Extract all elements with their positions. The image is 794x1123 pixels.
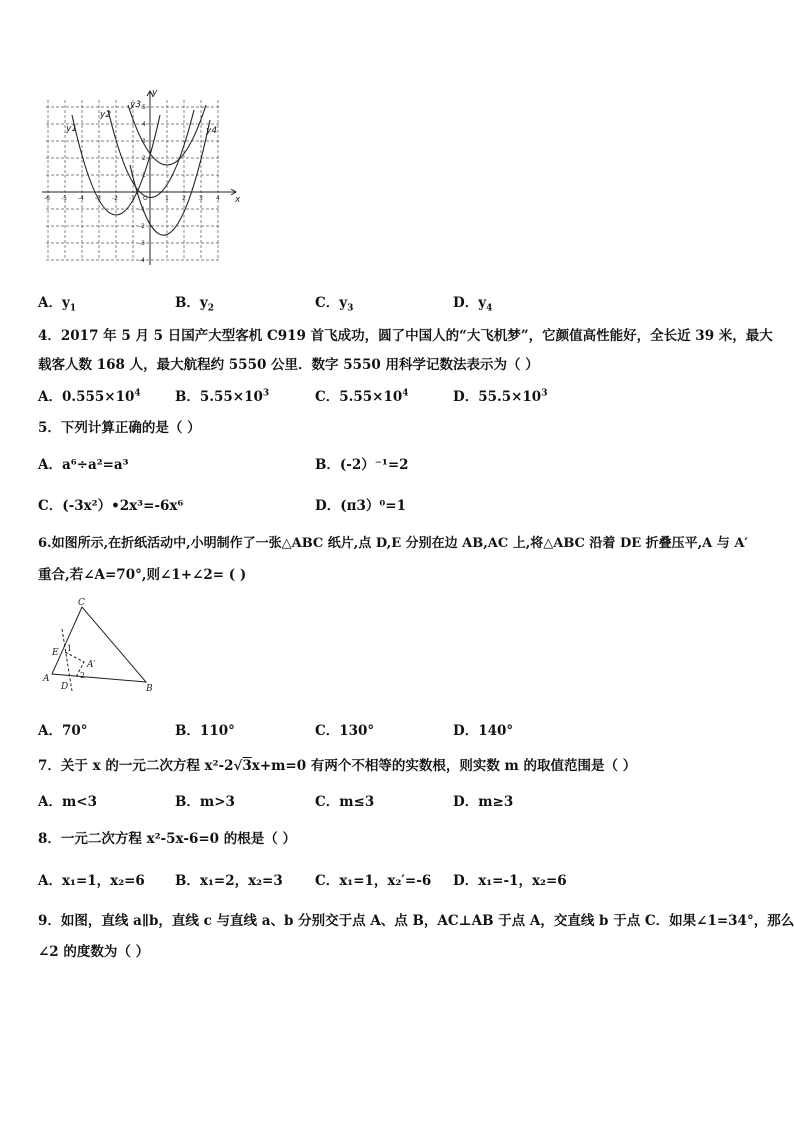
x-axis-label: x bbox=[235, 195, 241, 205]
label-y4: y4 bbox=[206, 126, 218, 136]
parabolas bbox=[72, 105, 210, 235]
y-tick: -4 bbox=[139, 257, 145, 264]
y-tick: 2 bbox=[142, 155, 146, 162]
q7-option-a[interactable]: A．m<3 bbox=[38, 794, 97, 810]
axes bbox=[42, 91, 236, 265]
label-y1: y1 bbox=[66, 124, 78, 134]
y-tick: -3 bbox=[139, 240, 145, 247]
y-tick: 4 bbox=[142, 121, 146, 128]
triangle-fold-figure bbox=[38, 595, 168, 695]
q8-option-a[interactable]: A．x₁=1，x₂=6 bbox=[38, 873, 145, 889]
q9-stem-line1: 9．如图，直线 a∥b，直线 c 与直线 a、b 分别交于点 A、点 B，AC⊥AB 于点 A，交直线 b 于点 C．如果∠1=34°，那么 bbox=[38, 913, 794, 929]
label-d: D bbox=[61, 682, 69, 692]
label-y2: y2 bbox=[100, 110, 112, 120]
label-c: C bbox=[78, 598, 85, 608]
q8-option-c[interactable]: C．x₁=1，x₂′=-6 bbox=[315, 873, 432, 889]
q8-option-b[interactable]: B．x₁=2，x₂=3 bbox=[175, 873, 283, 889]
q7-option-d[interactable]: D．m≥3 bbox=[453, 794, 514, 810]
x-tick: 3 bbox=[199, 195, 203, 202]
label-e: E bbox=[52, 648, 59, 658]
parabola-graph bbox=[38, 85, 248, 270]
q9-stem-line2: ∠2 的度数为（ ） bbox=[38, 944, 150, 960]
q7-option-c[interactable]: C．m≤3 bbox=[315, 794, 375, 810]
q4-option-b[interactable]: B．$5.55\times 10^3$ bbox=[175, 388, 270, 405]
curve-y2 bbox=[108, 110, 194, 198]
q8-stem: 8．一元二次方程 x²-5x-6=0 的根是（ ） bbox=[38, 831, 296, 847]
q6-stem-line1: 6.如图所示,在折纸活动中,小明制作了一张△ABC 纸片,点 D,E 分别在边 AB,AC 上,将△ABC 沿着 DE 折叠压平,A 与 A′ bbox=[38, 536, 748, 551]
sqrt-sign: √ bbox=[233, 758, 243, 774]
q3-option-a[interactable]: A．$y_1$ bbox=[38, 295, 77, 314]
q4-option-c[interactable]: C．$5.55\times 10^4$ bbox=[315, 388, 409, 405]
x-tick: -4 bbox=[78, 195, 84, 202]
q6-option-a[interactable]: A．70° bbox=[38, 723, 88, 739]
q6-stem-line2: 重合,若∠A=70°,则∠1+∠2= ( ) bbox=[38, 567, 247, 583]
q5-option-d[interactable]: D．(π3）⁰=1 bbox=[315, 498, 406, 514]
label-a: A bbox=[43, 674, 50, 684]
q7-stem: 7．关于 x 的一元二次方程 x²-2√3x+m=0 有两个不相等的实数根，则实数 m 的取值范围是（ ） bbox=[38, 758, 637, 774]
y-axis-label: y bbox=[152, 88, 158, 98]
x-tick: -3 bbox=[95, 195, 101, 202]
q4-option-d[interactable]: D．$55.5\times 10^3$ bbox=[453, 388, 548, 405]
label-b: B bbox=[146, 684, 153, 694]
x-tick: 4 bbox=[216, 195, 220, 202]
q6-option-c[interactable]: C．130° bbox=[315, 723, 375, 739]
label-y3: y3 bbox=[130, 100, 142, 110]
x-tick: 1 bbox=[165, 195, 169, 202]
q5-option-c[interactable]: C．(-3x²）•2x³=-6x⁶ bbox=[38, 498, 184, 514]
y-tick: -2 bbox=[139, 223, 145, 230]
q4-option-a[interactable]: A．$0.555\times 10^4$ bbox=[38, 388, 141, 405]
q7-option-b[interactable]: B．m>3 bbox=[175, 794, 235, 810]
y-tick: 3 bbox=[142, 138, 146, 145]
q3-option-d[interactable]: D．$y_4$ bbox=[453, 295, 493, 314]
q8-option-d[interactable]: D．x₁=-1，x₂=6 bbox=[453, 873, 567, 889]
label-angle-1: 1 bbox=[67, 644, 73, 653]
x-tick: -2 bbox=[112, 195, 118, 202]
q5-stem: 5．下列计算正确的是（ ） bbox=[38, 420, 201, 436]
q6-option-d[interactable]: D．140° bbox=[453, 723, 514, 739]
q6-option-b[interactable]: B．110° bbox=[175, 723, 235, 739]
q3-option-c[interactable]: C．$y_3$ bbox=[315, 295, 354, 314]
q5-option-b[interactable]: B．(-2）⁻¹=2 bbox=[315, 457, 409, 473]
origin-label: O bbox=[143, 195, 148, 202]
y-tick: 1 bbox=[142, 172, 146, 179]
q4-stem-line1: 4．2017 年 5 月 5 日国产大型客机 C919 首飞成功，圆了中国人的“大飞机梦”，它颜值高性能好，全长近 39 米，最大 bbox=[38, 328, 773, 344]
label-a-prime: A′ bbox=[87, 660, 96, 670]
x-tick: -1 bbox=[129, 195, 135, 202]
label-angle-2: 2 bbox=[80, 671, 86, 680]
q3-option-b[interactable]: B．$y_2$ bbox=[175, 295, 215, 314]
q4-stem-line2: 载客人数 168 人，最大航程约 5550 公里．数字 5550 用科学记数法表示为（ ） bbox=[38, 357, 539, 373]
x-tick: -6 bbox=[44, 195, 50, 202]
x-tick: 2 bbox=[182, 195, 186, 202]
y-tick: 5 bbox=[142, 104, 146, 111]
x-tick: -5 bbox=[61, 195, 67, 202]
q5-option-a[interactable]: A．a⁶÷a²=a³ bbox=[38, 457, 129, 473]
y-tick: -1 bbox=[139, 206, 145, 213]
